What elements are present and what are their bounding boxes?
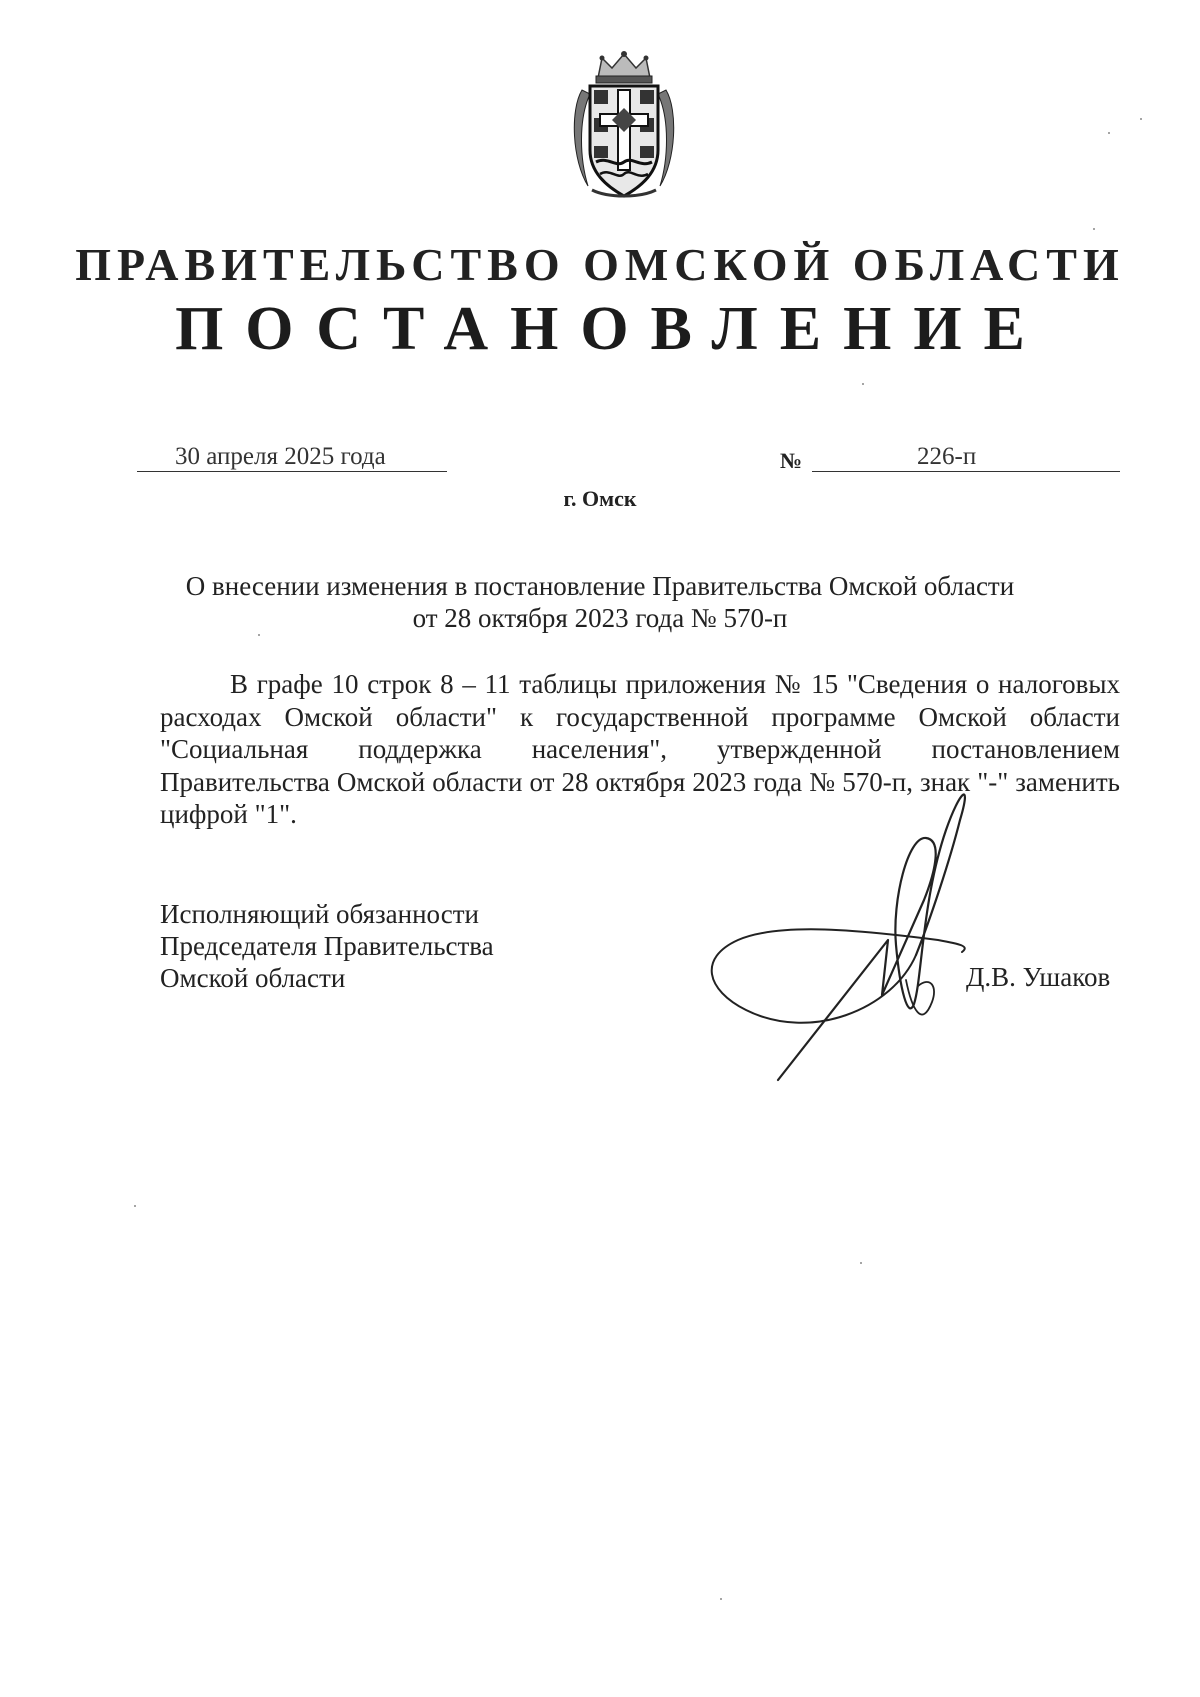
number-field xyxy=(812,445,1120,472)
date-field xyxy=(137,445,447,472)
body-paragraph: В графе 10 строк 8 – 11 таблицы приложения № 15 "Сведения о налоговых расходах Омской области" к государственной программе Омской области "Социальная поддержка населения", утвержденной постановлением Правительства Омской области от 28 октября 2023 года № 570-п, знак "-" заменить цифрой "1". xyxy=(160,669,1120,829)
document-subject xyxy=(150,570,1050,634)
number-sign: № xyxy=(780,448,803,473)
signer-position xyxy=(160,898,494,994)
document-type-title: ПОСТАНОВЛЕНИЕ xyxy=(175,295,1047,363)
scan-speck xyxy=(720,1598,722,1600)
coat-of-arms-icon xyxy=(568,50,680,200)
scan-speck xyxy=(134,1205,136,1207)
signer-position-line-2: Председателя Правительства xyxy=(160,931,494,961)
document-number: 226-п xyxy=(917,443,977,470)
signer-name: Д.В. Ушаков xyxy=(966,962,1111,992)
scan-speck xyxy=(862,383,864,385)
scan-speck xyxy=(1108,132,1110,134)
signer-position-line-3: Омской области xyxy=(160,963,346,993)
scan-speck xyxy=(258,634,260,636)
signer-position-line-1: Исполняющий обязанности xyxy=(160,899,479,929)
scan-speck xyxy=(1093,228,1095,230)
scan-speck xyxy=(1140,118,1142,120)
document-date: 30 апреля 2025 года xyxy=(175,443,386,470)
handwritten-signature-icon xyxy=(660,780,1020,1110)
subject-line-2: от 28 октября 2023 года № 570-п xyxy=(412,603,788,633)
scan-speck xyxy=(860,1262,862,1264)
subject-line-1: О внесении изменения в постановление Правительства Омской области xyxy=(185,571,1015,601)
organization-title: ПРАВИТЕЛЬСТВО ОМСКОЙ ОБЛАСТИ xyxy=(75,239,1125,290)
city-name: г. Омск xyxy=(563,486,637,511)
